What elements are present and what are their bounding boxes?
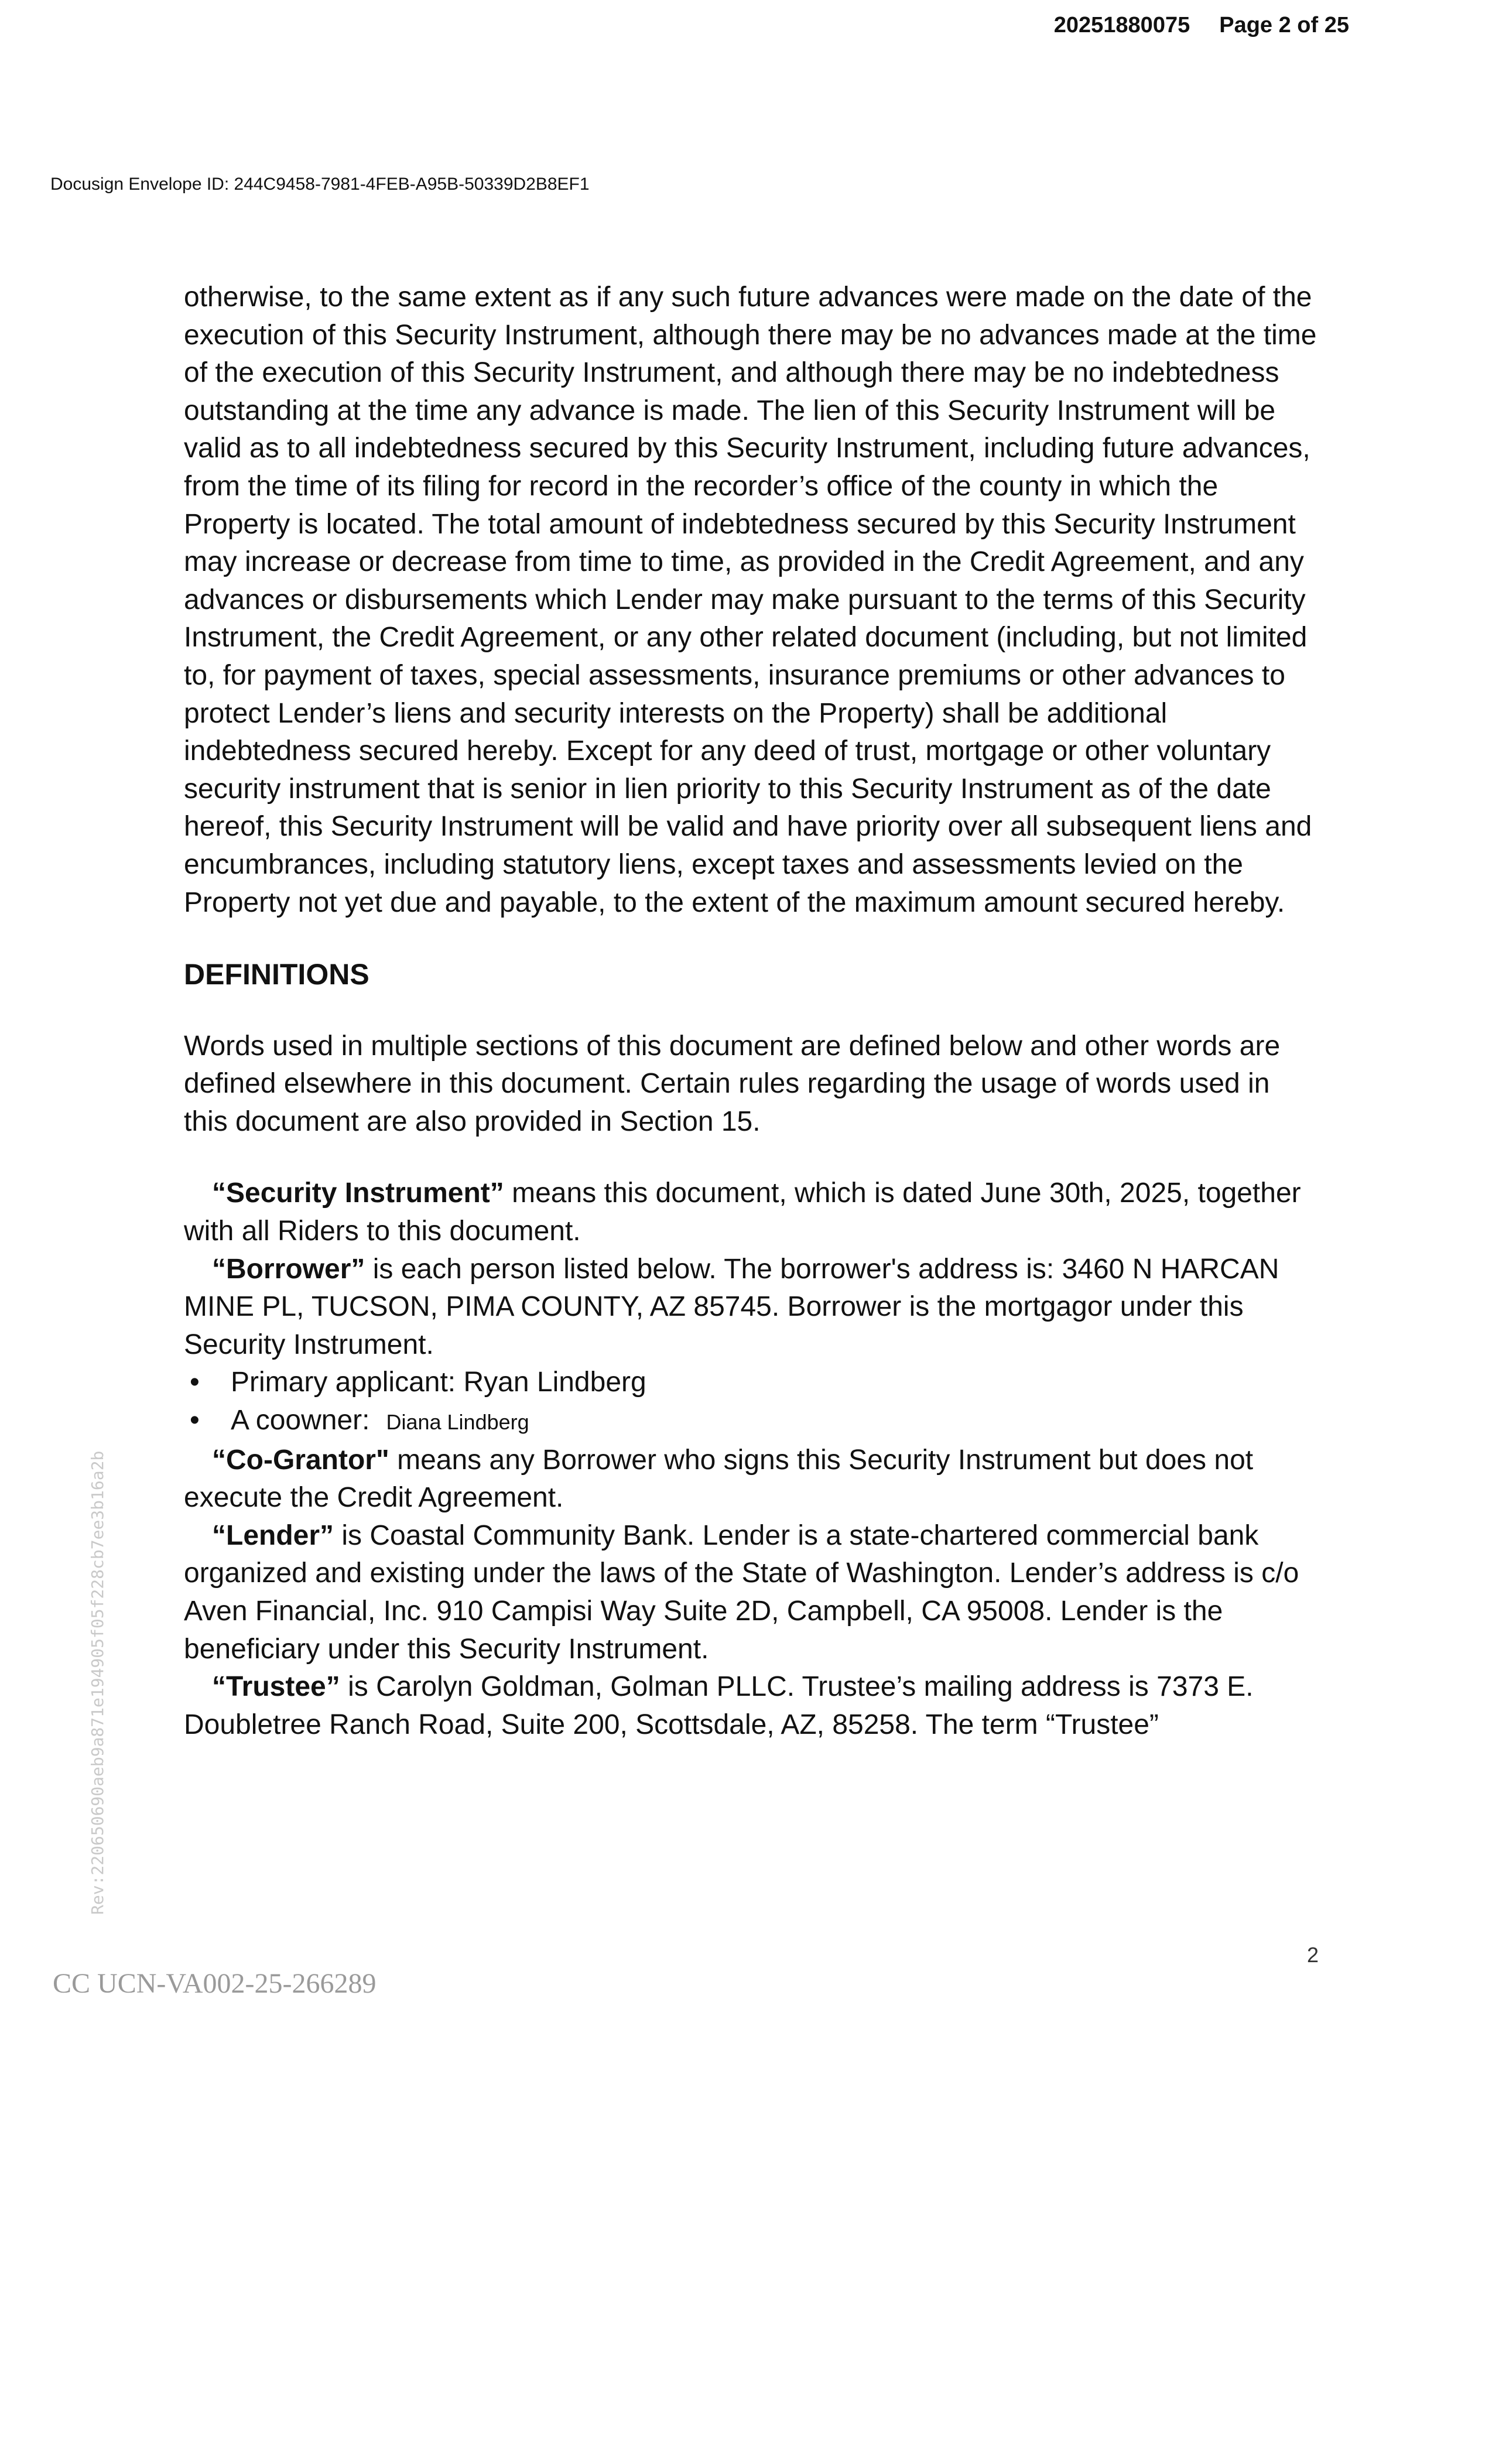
definition-term: “Borrower” [212, 1253, 365, 1285]
definition-text: means this document, which is dated June 30th, 2025, together with all Riders to this document. [184, 1178, 1301, 1247]
definition-security-instrument [184, 1175, 1320, 1250]
page-number: 2 [1307, 1943, 1319, 1967]
future-advances-paragraph: otherwise, to the same extent as if any such future advances were made on the date of the execution of this Security Instrument, although there may be no advances made at the time of the execution of this Security Instrument, and although there may be no indebtedness outstanding at the time any advance is made. The lien of this Security Instrument will be valid as to all indebtedness secured by this Security Instrument, including future advances, from the time of its filing for record in the recorder’s office of the county in which the Property is located. The total amount of indebtedness secured by this Security Instrument may increase or decrease from time to time, as provided in the Credit Agreement, and any advances or disbursements which Lender may make pursuant to the terms of this Security Instrument, the Credit Agreement, or any other related document (including, but not limited to, for payment of taxes, special assessments, insurance premiums or other advances to protect Lender’s liens and security interests on the Property) shall be additional indebtedness secured hereby. Except for any deed of trust, mortgage or other voluntary security instrument that is senior in lien priority to this Security Instrument as of the date hereof, this Security Instrument will be valid and have priority over all subsequent liens and encumbrances, including statutory liens, except taxes and assessments levied on the Property not yet due and payable, to the extent of the maximum amount secured hereby. [184, 282, 1317, 918]
page-header [1025, 13, 1349, 38]
definition-trustee [184, 1668, 1320, 1744]
bullet-icon: • [190, 1405, 200, 1436]
footer-reference: CC UCN-VA002-25-266289 [53, 1968, 377, 1999]
list-item-coowner [184, 1402, 1320, 1442]
definition-lender [184, 1517, 1320, 1668]
primary-applicant: Primary applicant: Ryan Lindberg [231, 1367, 646, 1398]
definition-term: “Trustee” [212, 1671, 340, 1703]
definition-text: is Carolyn Goldman, Golman PLLC. Trustee’s mailing address is 7373 E. Doubletree Ranch Road, Suite 200, Scottsdale, AZ, 85258. The term “Trustee” [184, 1671, 1254, 1740]
coowner-label: A coowner: [231, 1405, 370, 1436]
definition-borrower [184, 1251, 1320, 1364]
bullet-icon: • [190, 1367, 200, 1398]
definition-text: means any Borrower who signs this Security Instrument but does not execute the Credit Agreement. [184, 1444, 1254, 1514]
list-item-primary-applicant [184, 1364, 1320, 1402]
definition-co-grantor [184, 1442, 1320, 1517]
definitions-list [184, 1175, 1320, 1744]
document-number: 20251880075 [1053, 13, 1190, 37]
document-body [184, 279, 1320, 1744]
definitions-intro: Words used in multiple sections of this document are defined below and other words are defined elsewhere in this document. Certain rules regarding the usage of words used in this document are also provided in Section 15. [184, 1030, 1281, 1137]
coowner-name: Diana Lindberg [386, 1410, 529, 1435]
revision-hash-stamp: Rev:220650690aeb9a871e194905f05f228cb7ee3b16a2b [88, 1450, 107, 1915]
definition-term: “Lender” [212, 1520, 334, 1551]
definition-term: “Co-Grantor" [212, 1444, 389, 1476]
definition-term: “Security Instrument” [212, 1178, 504, 1209]
borrower-list [184, 1364, 1320, 1441]
page-indicator: Page 2 of 25 [1219, 13, 1349, 37]
definition-text: is Coastal Community Bank. Lender is a state-chartered commercial bank organized and existing under the laws of the State of Washington. Lender’s address is c/o Aven Financial, Inc. 910 Campisi Way Suite 2D, Campbell, CA 95008. Lender is the beneficiary under this Security Instrument. [184, 1520, 1299, 1665]
definition-text: is each person listed below. The borrower's address is: 3460 N HARCAN MINE PL, TUCSON, PIMA COUNTY, AZ 85745. Borrower is the mortgagor under this Security Instrument. [184, 1253, 1279, 1360]
docusign-envelope-id: Docusign Envelope ID: 244C9458-7981-4FEB-A95B-50339D2B8EF1 [50, 174, 590, 194]
definitions-heading: DEFINITIONS [184, 958, 369, 991]
